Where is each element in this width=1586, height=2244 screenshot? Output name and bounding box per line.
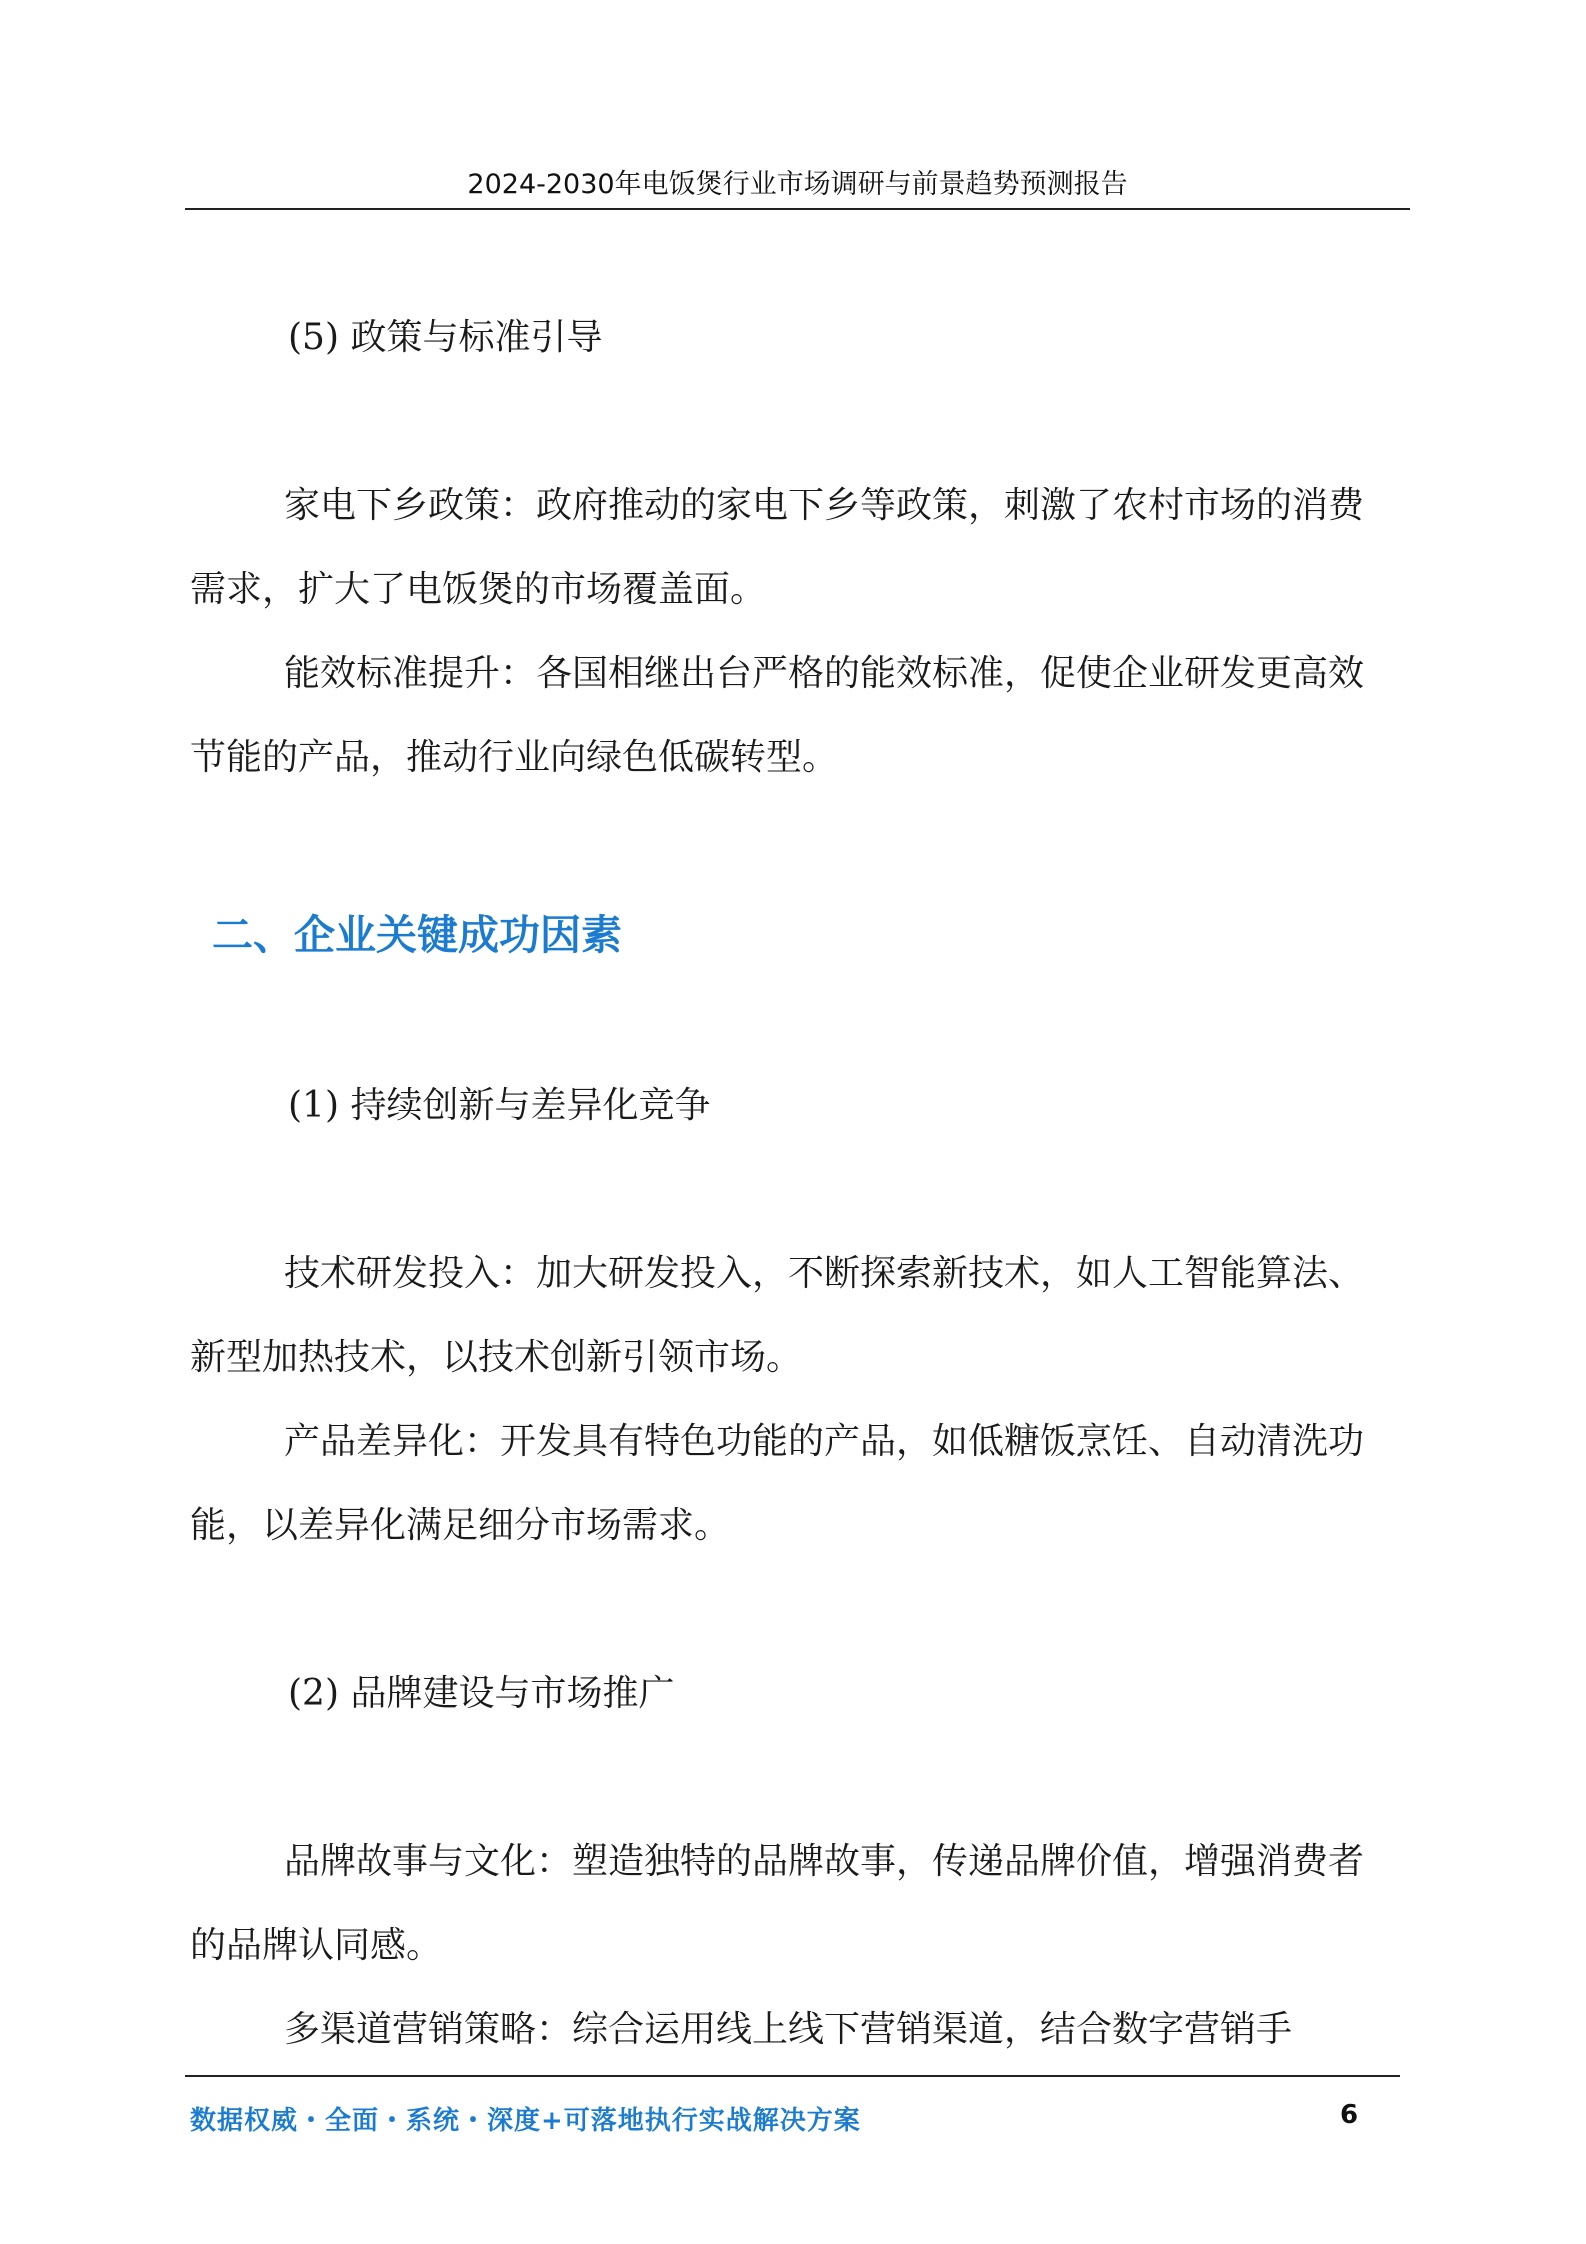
paragraph-rural-policy: 家电下乡政策：政府推动的家电下乡等政策，刺激了农村市场的消费需求，扩大了电饭煲的市场覆盖面。 xyxy=(190,485,1365,610)
paragraph-brand-story: 品牌故事与文化：塑造独特的品牌故事，传递品牌价值，增强消费者的品牌认同感。 xyxy=(190,1841,1365,1966)
paragraph-differentiation: 产品差异化：开发具有特色功能的产品，如低糖饭烹饪、自动清洗功能，以差异化满足细分市场需求。 xyxy=(190,1421,1365,1546)
running-header: 2024-2030年电饭煲行业市场调研与前景趋势预测报告 xyxy=(467,169,1128,200)
subheading-branding: (2) 品牌建设与市场推广 xyxy=(288,1673,675,1714)
subheading-policy: (5) 政策与标准引导 xyxy=(288,317,603,358)
paragraph-rd-investment: 技术研发投入：加大研发投入，不断探索新技术，如人工智能算法、新型加热技术，以技术创新引领市场。 xyxy=(190,1253,1365,1378)
page-number: 6 xyxy=(1340,2100,1359,2130)
subheading-innovation: (1) 持续创新与差异化竞争 xyxy=(288,1085,711,1126)
paragraph-multichannel: 多渠道营销策略：综合运用线上线下营销渠道，结合数字营销手 xyxy=(284,2009,1293,2050)
header-divider xyxy=(185,208,1410,210)
footer-slogan: 数据权威・全面・系统・深度+可落地执行实战解决方案 xyxy=(190,2106,861,2136)
section-title: 二、企业关键成功因素 xyxy=(212,911,622,959)
paragraph-efficiency-standard: 能效标准提升：各国相继出台严格的能效标准，促使企业研发更高效节能的产品，推动行业向绿色低碳转型。 xyxy=(190,653,1365,778)
footer-divider xyxy=(185,2075,1400,2077)
